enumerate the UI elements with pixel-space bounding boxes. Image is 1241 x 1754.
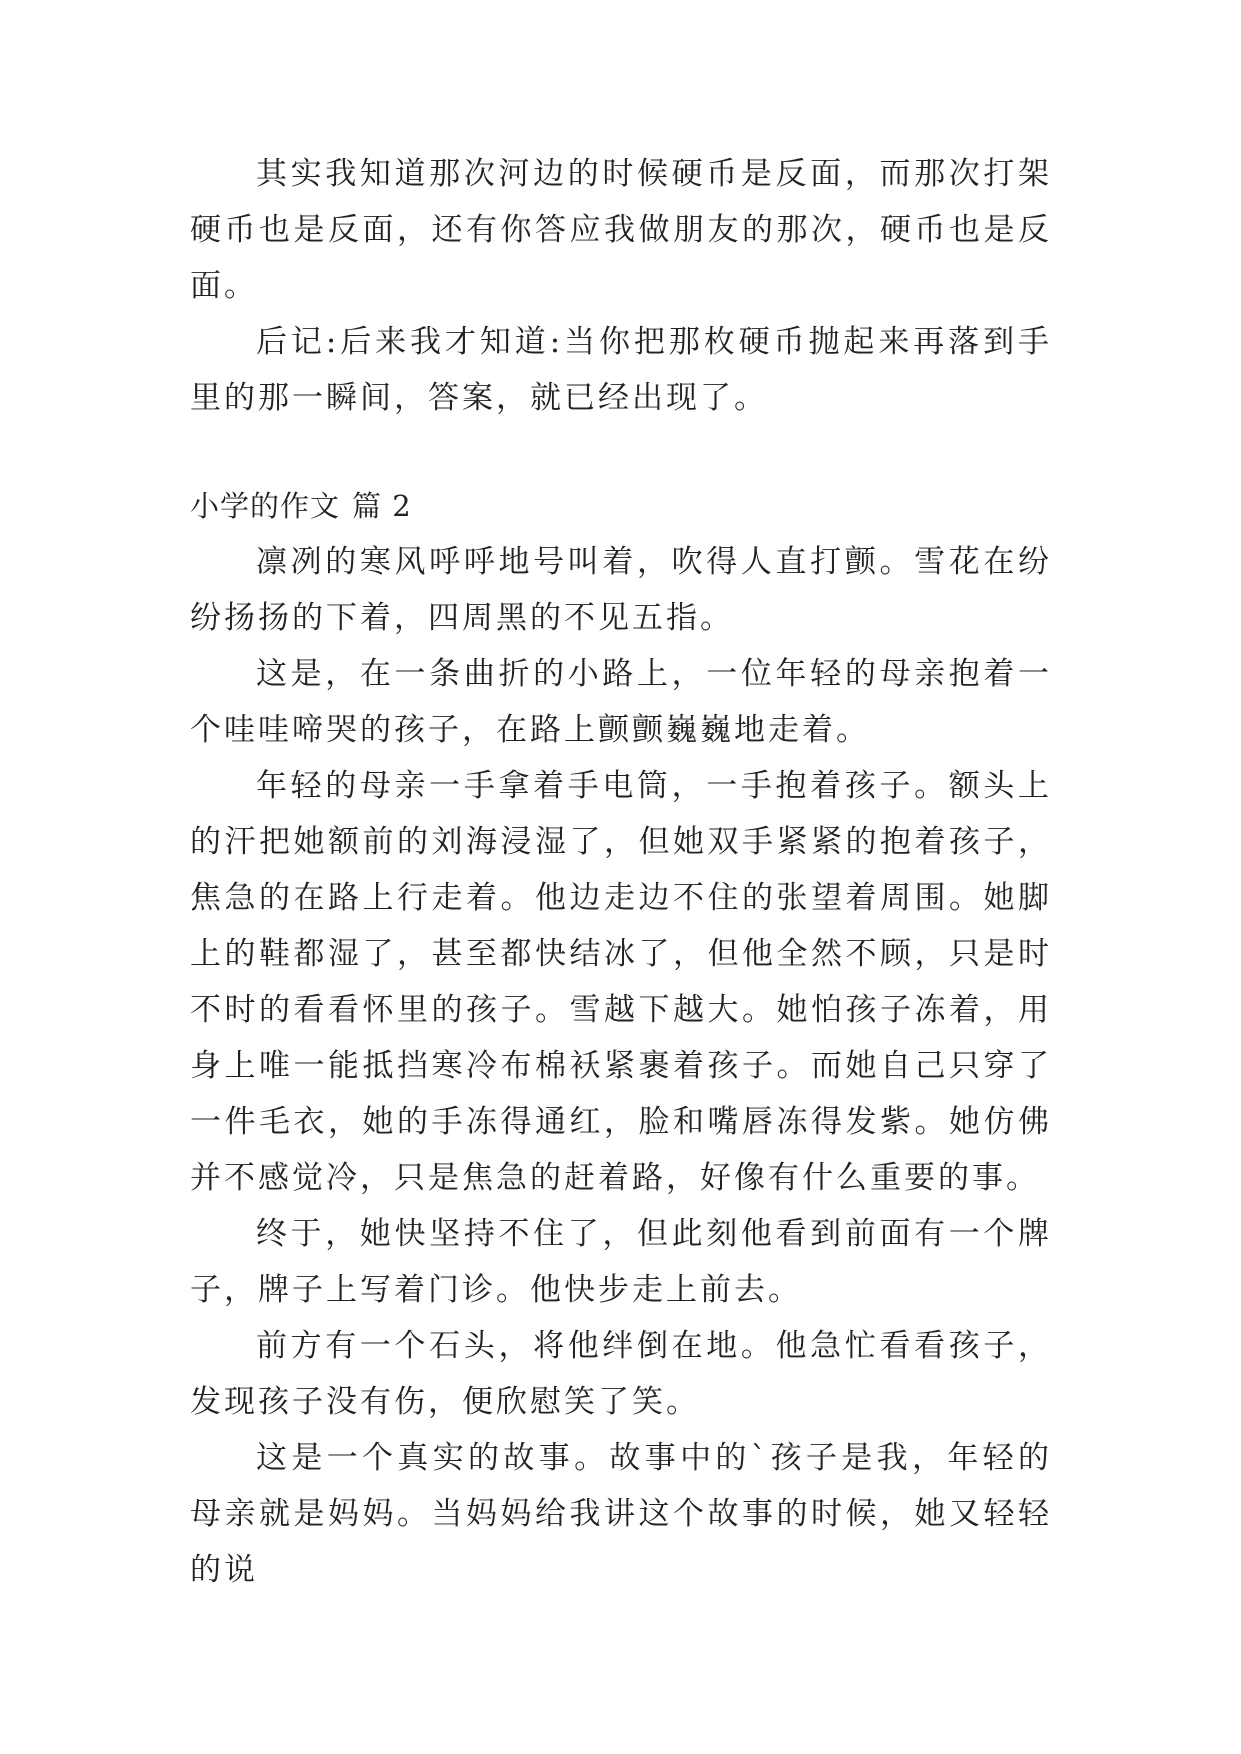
section-part-label: 篇 2 [352, 489, 412, 523]
section-title: 小学的作文 [190, 489, 341, 523]
document-page [190, 146, 1052, 1598]
paragraph: 这是，在一条曲折的小路上，一位年轻的母亲抱着一个哇哇啼哭的孩子，在路上颤颤巍巍地走着。 [190, 656, 1052, 748]
paragraph: 年轻的母亲一手拿着手电筒，一手抱着孩子。额头上的汗把她额前的刘海浸湿了，但她双手紧紧的抱着孩子，焦急的在路上行走着。他边走边不住的张望着周围。她脚上的鞋都湿了，甚至都快结冰了，但他全然不顾，只是时不时的看看怀里的孩子。雪越下越大。她怕孩子冻着，用身上唯一能抵挡寒冷布棉袄紧裹着孩子。而她自己只穿了一件毛衣，她的手冻得通红，脸和嘴唇冻得发紫。她仿佛并不感觉冷，只是焦急的赶着路，好像有什么重要的事。 [190, 768, 1052, 1196]
paragraph: 凛冽的寒风呼呼地号叫着，吹得人直打颤。雪花在纷纷扬扬的下着，四周黑的不见五指。 [190, 544, 1052, 636]
paragraph: 后记:后来我才知道:当你把那枚硬币抛起来再落到手里的那一瞬间，答案，就已经出现了。 [190, 324, 1052, 416]
paragraph: 终于，她快坚持不住了，但此刻他看到前面有一个牌子，牌子上写着门诊。他快步走上前去。 [190, 1216, 1052, 1308]
paragraph: 这是一个真实的故事。故事中的`孩子是我，年轻的母亲就是妈妈。当妈妈给我讲这个故事的时候，她又轻轻的说 [190, 1440, 1052, 1588]
paragraph: 其实我知道那次河边的时候硬币是反面，而那次打架硬币也是反面，还有你答应我做朋友的那次，硬币也是反面。 [190, 156, 1052, 304]
paragraph: 前方有一个石头，将他绊倒在地。他急忙看看孩子，发现孩子没有伤，便欣慰笑了笑。 [190, 1328, 1052, 1420]
section-heading [190, 478, 1052, 534]
